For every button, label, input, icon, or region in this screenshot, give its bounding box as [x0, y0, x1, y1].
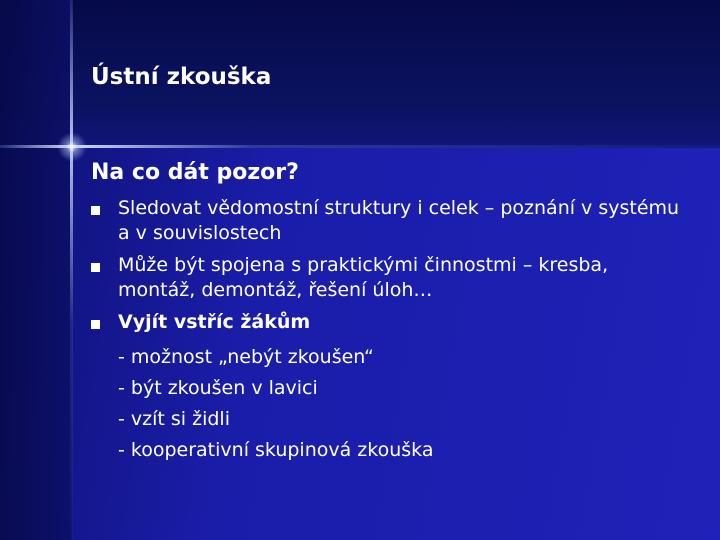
slide-subtitle: Na co dát pozor? [91, 160, 299, 185]
horizontal-light-line [0, 145, 720, 148]
bullet-item [88, 196, 688, 246]
sub-item: - možnost „nebýt zkoušen“ [118, 346, 374, 368]
slide-title: Ústní zkouška [91, 64, 272, 90]
square-bullet-icon [91, 320, 100, 329]
sub-item: - kooperativní skupinová zkouška [118, 439, 434, 461]
sub-item: - vzít si židli [118, 408, 230, 430]
bullet-item [88, 253, 688, 303]
bullet-text-bold: Vyjít vstříc žákům [118, 311, 311, 333]
bullet-text: Sledovat vědomostní struktury i celek – poznání v systému a v souvislostech [118, 197, 680, 244]
square-bullet-icon [91, 263, 100, 272]
sparkle-icon [56, 131, 88, 163]
bullet-item [88, 310, 688, 335]
left-band [0, 0, 72, 540]
slide-content [88, 196, 688, 466]
vertical-light-line [70, 0, 73, 540]
sub-list [88, 342, 688, 466]
square-bullet-icon [91, 206, 100, 215]
bullet-text: Může být spojena s praktickými činnostmi – kresba, montáž, demontáž, řešení úloh… [118, 254, 609, 301]
sub-item: - být zkoušen v lavici [118, 377, 318, 399]
